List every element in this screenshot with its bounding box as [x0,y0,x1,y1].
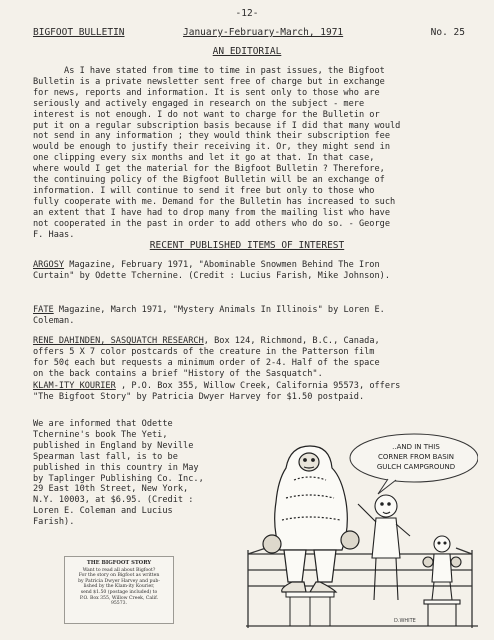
editorial-body [33,66,400,241]
recent-item-text: for 50¢ each but requests a minimum order of 2-4. Half of the space [33,357,380,368]
recent-item-text: Magazine, March 1971, "Mystery Animals In Illinois" by Loren E. [53,305,385,315]
editorial-line: interest is not enough. I do not want to charge for the Bulletin or [33,109,380,120]
editorial-line: fully cooperate with me. Demand for the Bulletin has increased to such [33,196,396,207]
small-boxer [423,536,461,626]
corner-stool [286,592,334,626]
clipping-title: THE BIGFOOT STORY [86,560,152,566]
recent-item-text: Magazine, February 1971, "Abominable Snowmen Behind The Iron [64,260,380,270]
recent-items-heading [0,240,494,251]
recent-item-line [33,347,380,358]
recent-item-text: , P.O. Box 355, Willow Creek, California 95573, offers [115,381,401,391]
yeti-note-line: Spearman last fall, is to be [33,451,178,462]
yeti-book-note [33,419,204,528]
recent-item-text: on the back contains a brief "History of the Sasquatch". [33,368,323,379]
editorial-line: seriously and actively engaged in research on the subject - mere [33,98,365,109]
recent-item-line [33,271,390,282]
recent-item-text: offers 5 X 7 color postcards of the creature in the Patterson film [33,346,375,357]
recent-item-line [33,260,390,271]
recent-item-text: "The Bigfoot Story" by Patricia Dwyer Harvey for $1.50 postpaid. [33,391,365,402]
publication-name: BIGFOOT BULLETIN [33,27,125,38]
recent-item-line [33,316,385,327]
clipping-line: send $1.50 (postage included) to [80,589,158,595]
issue-number: No. 25 [430,27,465,38]
editorial-line: not cooperated in the past in order to add others who do so. - George [33,218,390,229]
recent-item-text: Coleman. [33,315,75,326]
recent-item-line [33,358,380,369]
recent-item-line [33,305,385,316]
boxing-bigfoot-cartoon [246,432,478,632]
recent-item-entry [33,305,385,327]
recent-item-text: , Box 124, Richmond, B.C., Canada, [203,336,380,346]
editorial-line: where would I get the material for the Bigfoot Bulletin ? Therefore, [33,164,385,175]
yeti-note-line: 29 East 10th Street, New York, [33,484,189,495]
recent-item-source: FATE [33,305,54,315]
clipping-line: P.O. Box 355, Willow Creek, Calif. [79,595,159,601]
speech-line-2: CORNER FROM BASIN [377,453,455,461]
editorial-heading [0,46,494,57]
clipping-line: For the story on Bigfoot as written [78,573,160,579]
bigfoot-story-clipping [64,556,174,624]
editorial-line: not send in any information ; they would think their subscription fee [33,131,390,142]
editorial-line: Bulletin is a private newsletter sent free of charge but in exchange [33,76,385,87]
clipping-line: lished by the Klam-ity Kourier, [83,584,155,590]
recent-item-entry [33,260,390,282]
editorial-line: put it on a regular subscription basis because if I did that many would [33,120,401,131]
yeti-note-line: by Taplinger Publishing Co. Inc., [33,473,204,484]
editorial-line: F. Haas. [33,229,75,240]
yeti-note-line: Loren E. Coleman and Lucius [33,506,173,517]
editorial-line: an extent that I have had to drop many from the mailing list who have [33,207,390,218]
recent-item-line [33,369,380,380]
editorial-line: for news, reports and information. It is sent only to those who are [33,87,380,98]
issue-date: January-February-March, 1971 [183,27,344,38]
artist-signature: D.WHITE [394,618,416,624]
recent-item-line [33,381,400,392]
recent-item-text: Curtain" by Odette Tchernine. (Credit : Lucius Farish, Mike Johnson). [33,270,390,281]
clipping-line: 95573. [110,601,128,607]
yeti-note-line: published in this country in May [33,462,199,473]
speech-bubble-tail [378,479,396,494]
yeti-note-line: We are informed that Odette [33,419,173,429]
yeti-note-line: published in England by Neville [33,440,194,451]
clipping-line: Want to read all about Bigfoot? [82,567,156,573]
recent-item-source: ARGOSY [33,260,65,270]
speech-line-1: ..AND IN THIS [392,443,440,451]
recent-item-line [33,336,380,347]
recent-item-source: RENE DAHINDEN, SASQUATCH RESEARCH [33,336,204,346]
recent-items-title: RECENT PUBLISHED ITEMS OF INTEREST [149,240,345,251]
editorial-line: information. I will continue to send it free but only to those who [33,185,375,196]
recent-item-entry [33,381,400,403]
recent-item-line [33,392,400,403]
editorial-line: As I have stated from time to time in past issues, the Bigfoot [33,66,385,76]
recent-item-source: KLAM-ITY KOURIER [33,381,116,391]
yeti-note-line: Farish). [33,517,75,528]
editorial-title: AN EDITORIAL [212,46,282,57]
speech-line-3: GULCH CAMPGROUND [376,463,456,471]
recent-item-entry [33,336,380,380]
editorial-line: would be enough to justify their receiving it. Or, they might send in [33,142,390,153]
page-number: -12- [235,8,259,19]
clipping-line: by Patricia Dwyer Harvey and pub- [78,578,160,584]
editorial-line: the continuing policy of the Bigfoot Bulletin will be an exchange of [33,175,385,186]
clipping-body [65,568,173,607]
yeti-note-line: Tchernine's book The Yeti, [33,429,168,440]
yeti-note-line: N.Y. 10003, at $6.95. (Credit : [33,495,194,506]
editorial-line: one clipping every six months and let it go at that. In that case, [33,153,375,164]
announcer [358,495,410,600]
